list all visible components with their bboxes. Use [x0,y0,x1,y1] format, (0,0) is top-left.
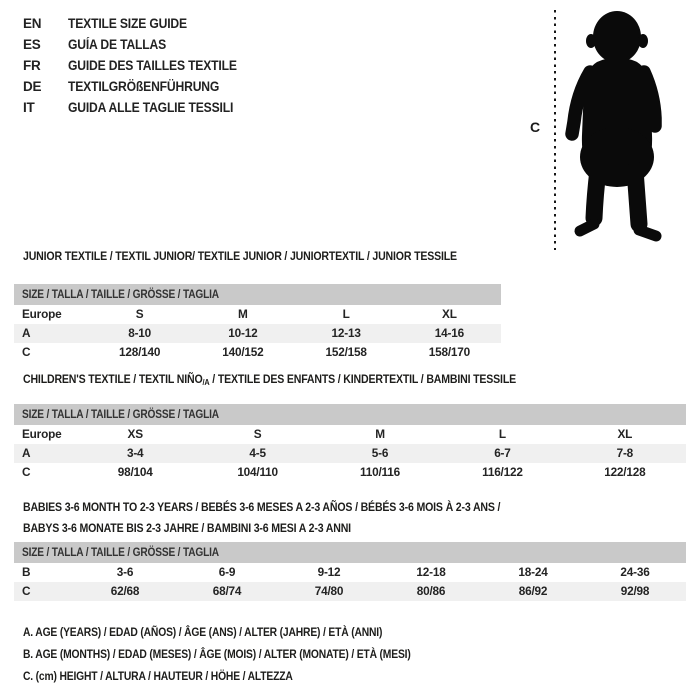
size-row-a [14,444,686,463]
language-row-it [23,97,256,118]
row-label: C [22,345,31,359]
language-title: GUÍA DE TALLAS [68,37,167,52]
size-cell: 24-36 [620,565,650,579]
size-cell: XS [127,427,143,441]
table-header-bar: SIZE / TALLA / TAILLE / GRÖSSE / TAGLIA [14,404,686,425]
size-cell: 152/158 [325,345,367,359]
size-row-b [14,563,686,582]
size-row-europe [14,425,686,444]
row-label: Europe [22,427,62,441]
size-cell: 74/80 [314,584,344,598]
footnote-legend [23,621,474,687]
row-label: B [22,565,31,579]
language-code: ES [23,37,41,52]
row-label: A [22,326,31,340]
size-cell: 86/92 [518,584,548,598]
table-header-bar: SIZE / TALLA / TAILLE / GRÖSSE / TAGLIA [14,542,686,563]
size-cell: S [253,427,262,441]
size-cell: 128/140 [119,345,161,359]
size-cell: 3-4 [126,446,144,460]
language-row-de [23,76,256,97]
size-cell: 3-6 [116,565,134,579]
language-row-es [23,34,256,55]
footnote-line-a: A. AGE (YEARS) / EDAD (AÑOS) / ÂGE (ANS) / ALTER (JAHRE) / ETÀ (ANNI) [23,625,383,639]
size-cell: 18-24 [518,565,548,579]
size-cell: 12-13 [331,326,361,340]
size-row-a [14,324,501,343]
size-cell: 14-16 [434,326,464,340]
height-measure-figure [530,6,695,252]
size-row-c [14,463,686,482]
measure-label-c: C [530,119,540,135]
language-title: TEXTILGRÖßENFÜHRUNG [68,79,220,94]
size-cell: 4-5 [249,446,266,460]
footnote-line-c: C. (cm) HEIGHT / ALTURA / HAUTEUR / HÖHE / ALTEZZA [23,669,293,683]
size-cell: XL [442,307,457,321]
size-cell: 98/104 [117,465,153,479]
size-cell: 68/74 [212,584,242,598]
size-cell: M [238,307,248,321]
toddler-silhouette-image [564,10,670,246]
language-title: TEXTILE SIZE GUIDE [68,16,187,31]
size-cell: 140/152 [222,345,264,359]
row-label: Europe [22,307,62,321]
size-cell: 6-7 [494,446,511,460]
babies-size-table [14,542,686,601]
language-row-en [23,13,256,34]
size-cell: M [375,427,385,441]
junior-section-title: JUNIOR TEXTILE / TEXTIL JUNIOR/ TEXTILE JUNIOR / JUNIORTEXTIL / JUNIOR TESSILE [23,249,457,263]
language-code: DE [23,79,42,94]
row-label: C [22,584,31,598]
footnote-line-b: B. AGE (MONTHS) / EDAD (MESES) / ÂGE (MOIS) / ALTER (MONATE) / ETÀ (MESI) [23,647,411,661]
children-size-table [14,404,686,482]
language-title: GUIDA ALLE TAGLIE TESSILI [68,100,234,115]
size-cell: 116/122 [482,465,523,479]
size-cell: XL [617,427,633,441]
size-cell: 5-6 [371,446,389,460]
babies-section-title: BABIES 3-6 MONTH TO 2-3 YEARS / BEBÉS 3-6 MESES A 2-3 AÑOS / BÉBÉS 3-6 MOIS À 2-3 ANS / BABYS 3-6 MONATE BIS 2-3 JAHRE / BAMBINI 3-6 MESI A 2-3 ANNI [23,500,501,535]
language-code: EN [23,16,42,31]
language-row-fr [23,55,256,76]
size-cell: 10-12 [228,326,258,340]
size-cell: 122/128 [604,465,646,479]
size-cell: S [135,307,144,321]
size-cell: 12-18 [416,565,446,579]
size-cell: 158/170 [428,345,470,359]
size-row-c [14,582,686,601]
size-cell: 6-9 [218,565,236,579]
size-cell: 104/110 [237,465,278,479]
size-cell: 8-10 [128,326,152,340]
size-cell: 7-8 [616,446,634,460]
size-cell: 80/86 [416,584,446,598]
language-title: GUIDE DES TAILLES TEXTILE [68,58,237,73]
size-cell: L [498,427,506,441]
row-label: A [22,446,31,460]
size-cell: 92/98 [620,584,650,598]
language-list [23,13,256,118]
children-section-title: CHILDREN'S TEXTILE / TEXTIL $NIÑO_{/A}$ / TEXTILE DES ENFANTS / KINDERTEXTIL / BAMBINI TESSILE [23,372,516,387]
size-cell: 110/116 [360,465,400,479]
junior-size-table [14,284,501,362]
size-cell: 9-12 [317,565,341,579]
table-header-bar: SIZE / TALLA / TAILLE / GRÖSSE / TAGLIA [14,284,501,305]
language-code: IT [23,100,35,115]
size-cell: 62/68 [110,584,140,598]
size-row-europe [14,305,501,324]
language-code: FR [23,58,41,73]
size-cell: L [342,307,350,321]
size-row-c [14,343,501,362]
measure-dotted-line [554,10,556,250]
row-label: C [22,465,31,479]
